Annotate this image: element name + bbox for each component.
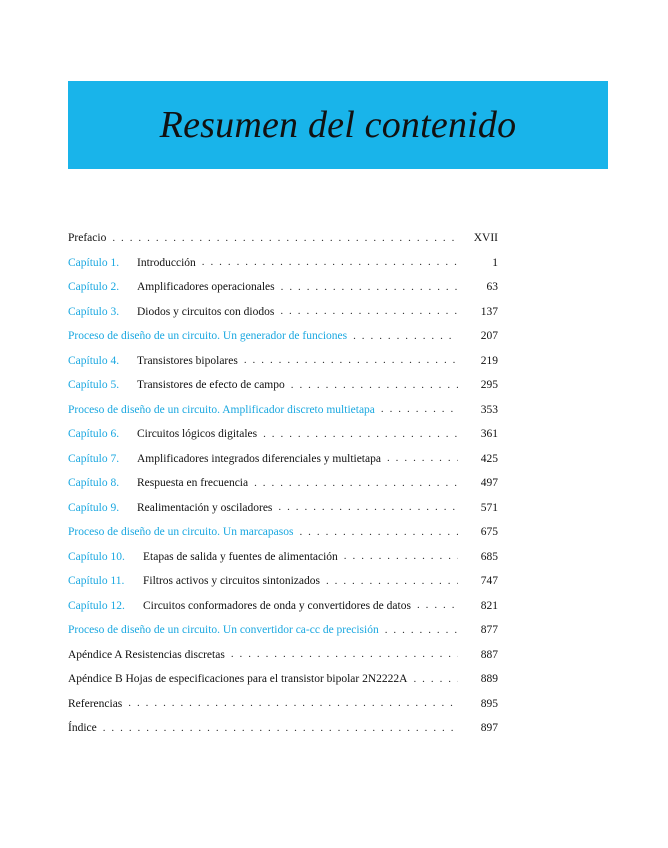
dot-leader [417,600,458,611]
toc-page-number: 1 [492,256,498,269]
toc-entry-references[interactable] [68,692,498,717]
dot-leader [413,674,458,685]
chapter-number: Capítulo 7. [68,452,120,465]
toc-page-number: 207 [480,330,498,343]
chapter-number: Capítulo 5. [68,379,120,392]
toc-page-number: 219 [480,354,498,367]
page-title: Resumen del contenido [159,104,517,146]
chapter-number: Capítulo 6. [68,428,120,441]
toc-entry-design-process-pacemaker[interactable] [68,520,498,545]
chapter-number: Capítulo 12. [68,599,125,612]
toc-entry-design-process-ac-dc-converter[interactable] [68,618,498,643]
dot-leader [202,257,458,268]
toc-entry-appendix-b[interactable] [68,667,498,692]
chapter-title: Diodos y circuitos con diodos [137,305,275,318]
chapter-title: Transistores bipolares [137,354,238,367]
toc-entry-chapter-10[interactable] [68,545,498,570]
toc-page-number: XVII [473,232,498,245]
toc-page-number: 889 [480,673,498,686]
chapter-number: Capítulo 11. [68,575,125,588]
toc-entry-chapter-12[interactable] [68,594,498,619]
dot-leader [280,306,458,317]
toc-entry-text: Proceso de diseño de un circuito. Un generador de funciones [68,330,348,343]
toc-entry-appendix-a[interactable] [68,643,498,668]
chapter-number: Capítulo 2. [68,281,120,294]
toc-page-number: 887 [480,648,498,661]
chapter-number: Capítulo 10. [68,550,125,563]
chapter-number: Capítulo 3. [68,305,120,318]
toc-page-number: 137 [480,305,498,318]
toc-entry-chapter-1[interactable] [68,251,498,276]
toc-page-number: 425 [480,452,498,465]
chapter-title: Filtros activos y circuitos sintonizados [143,575,320,588]
toc-page-number: 895 [480,697,498,710]
chapter-title: Amplificadores integrados diferenciales y multietapa [137,452,381,465]
toc-page-number: 361 [480,428,498,441]
toc-entry-chapter-3[interactable] [68,300,498,325]
dot-leader [278,502,458,513]
toc-page-number: 63 [486,281,498,294]
toc-page-number: 295 [480,379,498,392]
dot-leader [103,723,458,734]
toc-page-number: 497 [480,477,498,490]
toc-page-number: 897 [480,722,498,735]
chapter-title: Introducción [137,256,196,269]
dot-leader [128,698,458,709]
chapter-title: Transistores de efecto de campo [137,379,285,392]
toc-page-number: 675 [480,526,498,539]
toc-entry-text: Proceso de diseño de un circuito. Un convertidor ca-cc de precisión [68,624,379,637]
toc-entry-index[interactable] [68,716,498,741]
toc-page-number: 353 [480,403,498,416]
title-banner [68,81,608,169]
toc-entry-text: Apéndice A Resistencias discretas [68,648,225,661]
dot-leader [244,355,458,366]
toc-page-number: 571 [480,501,498,514]
chapter-title: Circuitos conformadores de onda y convertidores de datos [143,599,411,612]
toc-entry-text: Referencias [68,697,123,710]
chapter-title: Amplificadores operacionales [137,281,275,294]
toc-page-number: 821 [480,599,498,612]
dot-leader [344,551,458,562]
dot-leader [112,233,458,244]
chapter-title: Etapas de salida y fuentes de alimentación [143,550,338,563]
toc-entry-text: Prefacio [68,232,107,245]
dot-leader [263,429,458,440]
chapter-title: Realimentación y osciladores [137,501,273,514]
toc-page-number: 877 [480,624,498,637]
dot-leader [326,576,458,587]
toc-page-number: 685 [480,550,498,563]
toc-entry-text: Apéndice B Hojas de especificaciones para el transistor bipolar 2N2222A [68,673,408,686]
dot-leader [299,527,458,538]
chapter-number: Capítulo 9. [68,501,120,514]
dot-leader [385,625,458,636]
dot-leader [353,331,458,342]
dot-leader [231,649,458,660]
dot-leader [254,478,458,489]
chapter-number: Capítulo 8. [68,477,120,490]
toc-entry-prefacio[interactable] [68,226,498,251]
dot-leader [281,282,458,293]
table-of-contents [68,226,498,741]
dot-leader [387,453,458,464]
toc-entry-chapter-2[interactable] [68,275,498,300]
toc-entry-chapter-7[interactable] [68,447,498,472]
toc-entry-text: Proceso de diseño de un circuito. Amplificador discreto multietapa [68,403,375,416]
toc-entry-chapter-8[interactable] [68,471,498,496]
toc-entry-chapter-9[interactable] [68,496,498,521]
toc-entry-chapter-6[interactable] [68,422,498,447]
chapter-number: Capítulo 4. [68,354,120,367]
chapter-title: Circuitos lógicos digitales [137,428,258,441]
toc-entry-text: Proceso de diseño de un circuito. Un marcapasos [68,526,294,539]
chapter-title: Respuesta en frecuencia [137,477,249,490]
toc-entry-design-process-multistage-amplifier[interactable] [68,398,498,423]
toc-entry-design-process-function-generator[interactable] [68,324,498,349]
toc-entry-chapter-5[interactable] [68,373,498,398]
toc-entry-chapter-11[interactable] [68,569,498,594]
chapter-number: Capítulo 1. [68,256,120,269]
toc-entry-chapter-4[interactable] [68,349,498,374]
toc-page-number: 747 [480,575,498,588]
toc-entry-text: Índice [68,722,97,735]
dot-leader [381,404,458,415]
dot-leader [291,380,458,391]
